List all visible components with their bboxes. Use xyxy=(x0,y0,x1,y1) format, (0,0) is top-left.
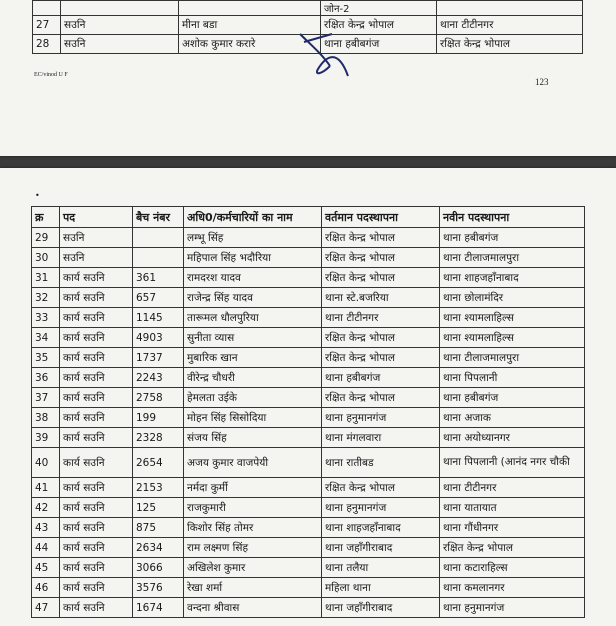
transfer-table xyxy=(31,206,585,618)
cell-post xyxy=(61,1,179,16)
cell-batch-number: 3576 xyxy=(133,578,184,598)
cell-new-posting: थाना श्यामलाहिल्स xyxy=(440,308,585,328)
cell-current-posting: थाना हबीबगंज xyxy=(321,35,437,54)
cell-post: सउनि xyxy=(60,248,133,268)
cell-name: मुबारिक खान xyxy=(184,348,322,368)
cell-post: कार्य सउनि xyxy=(60,498,133,518)
cell-name: लम्भू सिंह xyxy=(184,228,322,248)
table-row xyxy=(32,598,585,618)
table-row xyxy=(32,448,585,478)
cell-serial: 29 xyxy=(32,228,60,248)
cell-name: राजकुमारी xyxy=(184,498,322,518)
cell-serial: 46 xyxy=(32,578,60,598)
header-batch-number: बैच नंबर xyxy=(133,207,184,228)
cell-new-posting: थाना कमलानगर xyxy=(440,578,585,598)
cell-name: अखिलेश कुमार xyxy=(184,558,322,578)
cell-serial: 45 xyxy=(32,558,60,578)
cell-serial: 34 xyxy=(32,328,60,348)
table-row xyxy=(32,328,585,348)
table-row xyxy=(32,268,585,288)
cell-post: कार्य सउनि xyxy=(60,328,133,348)
cell-name: मोहन सिंह सिसोदिया xyxy=(184,408,322,428)
cell-post: कार्य सउनि xyxy=(60,268,133,288)
cell-new-posting xyxy=(437,1,583,16)
cell-serial: 38 xyxy=(32,408,60,428)
cell-new-posting: रक्षित केन्द्र भोपाल xyxy=(437,35,583,54)
cell-batch-number: 2243 xyxy=(133,368,184,388)
cell-serial: 27 xyxy=(33,16,61,35)
cell-batch-number: 199 xyxy=(133,408,184,428)
cell-serial: 44 xyxy=(32,538,60,558)
cell-post: कार्य सउनि xyxy=(60,428,133,448)
cell-post: कार्य सउनि xyxy=(60,478,133,498)
cell-new-posting: थाना टीटीनगर xyxy=(437,16,583,35)
cell-current-posting: थाना तलैया xyxy=(322,558,440,578)
table-row xyxy=(32,348,585,368)
cell-new-posting: थाना श्यामलाहिल्स xyxy=(440,328,585,348)
bullet-dot: • xyxy=(35,191,40,200)
cell-new-posting: थाना टीलाजमालपुरा xyxy=(440,248,585,268)
cell-batch-number: 2654 xyxy=(133,448,184,478)
cell-serial: 36 xyxy=(32,368,60,388)
cell-name: वीरेन्द्र चौधरी xyxy=(184,368,322,388)
cell-batch-number: 1737 xyxy=(133,348,184,368)
cell-current-posting: थाना स्टे.बजरिया xyxy=(322,288,440,308)
cell-batch-number: 657 xyxy=(133,288,184,308)
table-row xyxy=(32,408,585,428)
cell-current-posting: रक्षित केन्द्र भोपाल xyxy=(322,388,440,408)
cell-new-posting: थाना शाहजहाँनाबाद xyxy=(440,268,585,288)
table-row xyxy=(32,518,585,538)
cell-name: मीना बडा xyxy=(179,16,321,35)
cell-current-posting: थाना हनुमानगंज xyxy=(322,408,440,428)
cell-serial: 33 xyxy=(32,308,60,328)
cell-current-posting: थाना टीटीनगर xyxy=(322,308,440,328)
cell-post: कार्य सउनि xyxy=(60,448,133,478)
table-row xyxy=(32,428,585,448)
cell-post: कार्य सउनि xyxy=(60,388,133,408)
cell-new-posting: थाना हनुमानगंज xyxy=(440,598,585,618)
cell-name: नर्मदा कुर्मी xyxy=(184,478,322,498)
cell-post: कार्य सउनि xyxy=(60,578,133,598)
cell-new-posting: थाना टीटीनगर xyxy=(440,478,585,498)
table-row xyxy=(32,578,585,598)
cell-name: राम लक्ष्मण सिंह xyxy=(184,538,322,558)
cell-serial: 32 xyxy=(32,288,60,308)
cell-post: कार्य सउनि xyxy=(60,368,133,388)
table-row xyxy=(32,478,585,498)
cell-current-posting: रक्षित केन्द्र भोपाल xyxy=(322,328,440,348)
cell-batch-number: 125 xyxy=(133,498,184,518)
cell-post: कार्य सउनि xyxy=(60,598,133,618)
header-serial: क्र xyxy=(32,207,60,228)
cell-post: कार्य सउनि xyxy=(60,288,133,308)
header-post: पद xyxy=(60,207,133,228)
cell-current-posting: रक्षित केन्द्र भोपाल xyxy=(322,478,440,498)
cell-new-posting: थाना हबीबगंज xyxy=(440,228,585,248)
cell-current-posting: थाना हबीबगंज xyxy=(322,368,440,388)
cell-batch-number: 2758 xyxy=(133,388,184,408)
cell-serial xyxy=(33,1,61,16)
cell-new-posting: थाना टीलाजमालपुरा xyxy=(440,348,585,368)
cell-post: कार्य सउनि xyxy=(60,518,133,538)
cell-new-posting: थाना अजाक xyxy=(440,408,585,428)
table-row xyxy=(32,368,585,388)
cell-batch-number: 2634 xyxy=(133,538,184,558)
cell-name: रेखा शर्मा xyxy=(184,578,322,598)
cell-new-posting: थाना पिपलानी (आनंद नगर चौकी xyxy=(440,448,585,478)
cell-serial: 43 xyxy=(32,518,60,538)
cell-name: तारूमल धौलपुरिया xyxy=(184,308,322,328)
table-row xyxy=(32,308,585,328)
document-page-top xyxy=(0,0,616,156)
cell-post: सउनि xyxy=(60,228,133,248)
cell-name: वन्दना श्रीवास xyxy=(184,598,322,618)
cell-serial: 40 xyxy=(32,448,60,478)
cell-current-posting: रक्षित केन्द्र भोपाल xyxy=(322,348,440,368)
table-row xyxy=(32,228,585,248)
cell-current-posting: थाना हनुमानगंज xyxy=(322,498,440,518)
cell-new-posting: थाना अयोध्यानगर xyxy=(440,428,585,448)
cell-post: कार्य सउनि xyxy=(60,558,133,578)
cell-batch-number xyxy=(133,228,184,248)
cell-current-posting: जोन-2 xyxy=(321,1,437,16)
cell-name: रामदरश यादव xyxy=(184,268,322,288)
cell-name: अशोक कुमार करारे xyxy=(179,35,321,54)
cell-new-posting: थाना कटाराहिल्स xyxy=(440,558,585,578)
cell-current-posting: थाना शाहजहाँनाबाद xyxy=(322,518,440,538)
cell-current-posting: थाना रातीबड xyxy=(322,448,440,478)
cell-current-posting: रक्षित केन्द्र भोपाल xyxy=(322,228,440,248)
cell-name: संजय सिंह xyxy=(184,428,322,448)
cell-new-posting: थाना गौंधीनगर xyxy=(440,518,585,538)
cell-serial: 31 xyxy=(32,268,60,288)
signature-mark xyxy=(292,14,354,80)
cell-batch-number: 4903 xyxy=(133,328,184,348)
cell-new-posting: थाना हबीबगंज xyxy=(440,388,585,408)
cell-serial: 39 xyxy=(32,428,60,448)
header-current-posting: वर्तमान पदस्थापना xyxy=(322,207,440,228)
cell-batch-number: 1674 xyxy=(133,598,184,618)
table-row xyxy=(32,538,585,558)
cell-serial: 37 xyxy=(32,388,60,408)
cell-batch-number xyxy=(133,248,184,268)
cell-current-posting: रक्षित केन्द्र भोपाल xyxy=(322,268,440,288)
cell-current-posting: रक्षित केन्द्र भोपाल xyxy=(322,248,440,268)
header-new-posting: नवीन पदस्थापना xyxy=(440,207,585,228)
cell-serial: 30 xyxy=(32,248,60,268)
cell-serial: 35 xyxy=(32,348,60,368)
page-number: 123 xyxy=(535,77,549,87)
cell-new-posting: रक्षित केन्द्र भोपाल xyxy=(440,538,585,558)
cell-batch-number: 361 xyxy=(133,268,184,288)
cell-current-posting: रक्षित केन्द्र भोपाल xyxy=(321,16,437,35)
cell-batch-number: 875 xyxy=(133,518,184,538)
cell-current-posting: थाना मंगलवारा xyxy=(322,428,440,448)
table-row xyxy=(32,558,585,578)
cell-post: कार्य सउनि xyxy=(60,308,133,328)
cell-name: महिपाल सिंह भदौरिया xyxy=(184,248,322,268)
header-employee-name: अधि0/कर्मचारियों का नाम xyxy=(184,207,322,228)
cell-current-posting: थाना जहाँगीराबाद xyxy=(322,598,440,618)
cell-new-posting: थाना यातायात xyxy=(440,498,585,518)
cell-batch-number: 2328 xyxy=(133,428,184,448)
cell-new-posting: थाना छोलामंदिर xyxy=(440,288,585,308)
cell-batch-number: 1145 xyxy=(133,308,184,328)
cell-post: कार्य सउनि xyxy=(60,538,133,558)
table-row xyxy=(32,288,585,308)
cell-name: हेमलता उईके xyxy=(184,388,322,408)
cell-serial: 47 xyxy=(32,598,60,618)
table-row xyxy=(32,388,585,408)
cell-post: कार्य सउनि xyxy=(60,408,133,428)
cell-post: कार्य सउनि xyxy=(60,348,133,368)
footer-code: EC/vinod U F xyxy=(34,72,68,78)
cell-serial: 42 xyxy=(32,498,60,518)
cell-current-posting: महिला थाना xyxy=(322,578,440,598)
cell-post: सउनि xyxy=(61,35,179,54)
cell-name: अजय कुमार वाजपेयी xyxy=(184,448,322,478)
cell-batch-number: 3066 xyxy=(133,558,184,578)
cell-new-posting: थाना पिपलानी xyxy=(440,368,585,388)
table-row xyxy=(32,498,585,518)
cell-batch-number: 2153 xyxy=(133,478,184,498)
cell-name: किशोर सिंह तोमर xyxy=(184,518,322,538)
table-header-row xyxy=(32,207,585,228)
cell-serial: 41 xyxy=(32,478,60,498)
cell-post: सउनि xyxy=(61,16,179,35)
cell-serial: 28 xyxy=(33,35,61,54)
cell-name: सुनीता व्यास xyxy=(184,328,322,348)
cell-current-posting: थाना जहाँगीराबाद xyxy=(322,538,440,558)
cell-name: राजेन्द्र सिंह यादव xyxy=(184,288,322,308)
table-row xyxy=(32,248,585,268)
